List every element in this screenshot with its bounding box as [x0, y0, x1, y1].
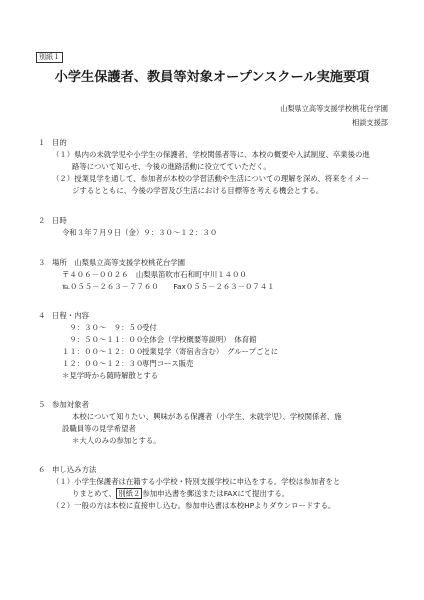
schedule-desc: 全体会（学校概要等説明） 体育館 — [142, 335, 257, 344]
section-schedule — [38, 310, 390, 382]
section-heading: 日程・内容 — [52, 311, 89, 320]
section-number: １ — [38, 138, 46, 147]
schedule-desc: 専門コース販売 — [142, 359, 194, 368]
department-name: 相談支援部 — [352, 118, 388, 127]
application-item-2: （２）一般の方は本校に直接申し込む。参加申込書は本校HPよりダウンロードする。 — [52, 501, 336, 510]
application-text: 参加申込書を郵送またはFAXにて提出する。 — [142, 489, 290, 498]
section-number: ４ — [38, 311, 46, 320]
section-heading: 日時 — [52, 216, 67, 225]
schedule-desc: 受付 — [142, 323, 157, 332]
section-number: ３ — [38, 258, 46, 267]
section-application — [38, 464, 390, 512]
schedule-time: ９：３０～ ９：５０ — [62, 323, 144, 332]
event-datetime: 令和３年７月９日（金）９：３０～１２：３０ — [62, 228, 218, 237]
schedule-row — [38, 346, 390, 358]
section-heading: 場所 山梨県立高等支援学校桃花台学園 — [52, 258, 186, 267]
participants-line-2: 設職員等の見学希望者 — [62, 424, 136, 433]
schedule-row — [38, 322, 390, 334]
section-heading: 参加対象者 — [52, 400, 89, 409]
page-title: 小学生保護者、教員等対象オープンスクール実施要項 — [54, 70, 370, 85]
application-item-1-line-2 — [38, 488, 390, 500]
section-number: ６ — [38, 465, 46, 474]
section-heading: 申し込み方法 — [52, 465, 97, 474]
section-participants — [38, 399, 390, 447]
section-datetime — [38, 215, 390, 239]
attachment-2-label: 別紙２ — [118, 489, 141, 498]
schedule-time: １１：００～１２：００ — [62, 347, 144, 356]
schedule-desc: 授業見学（寄宿舎含む） グループごとに — [142, 347, 279, 356]
purpose-item-2-line-2: ジするとともに、今後の学習及び生活における目標等を考える機会とする。 — [72, 186, 324, 195]
school-name: 山梨県立高等支援学校桃花台学園 — [280, 104, 388, 113]
section-purpose — [38, 137, 390, 197]
schedule-time: ９：５０～１１：００ — [62, 335, 144, 344]
participants-note: ＊大人のみの参加とする。 — [72, 436, 161, 445]
application-item-1-line-1: （１）小学生保護者は在籍する小学校・特別支援学校に申込をする。学校は参加者をと — [52, 477, 341, 486]
postal-address: 〒４０６－００２６ 山梨県笛吹市石和町中川１４００ — [62, 270, 247, 279]
section-number: ５ — [38, 400, 46, 409]
schedule-time: １２：００～１２：３０ — [62, 359, 144, 368]
participants-line-1: 本校について知りたい、興味がある保護者（小学生、未就学児）、学校関係者、施 — [72, 412, 342, 421]
schedule-row — [38, 358, 390, 370]
attachment-tag: 別紙１ — [36, 52, 63, 63]
purpose-item-1-line-2: 路等について知らせ、今後の進路活動に役立てていただく。 — [72, 162, 271, 171]
section-place — [38, 257, 390, 293]
purpose-item-2-line-1: （２）授業見学を通して、参加者が本校の学習活動や生活についての理解を深め、将来をイメー — [52, 174, 370, 183]
section-number: ２ — [38, 216, 46, 225]
schedule-note: ＊見学時から随時解散とする — [62, 371, 159, 380]
contact-numbers: ℡０５５－２６３－７７６０ Fax０５５－２６３－０７４１ — [62, 282, 275, 291]
purpose-item-1-line-1: （１）県内の未就学児や小学生の保護者、学校関係者等に、本校の概要や入試制度、卒業後の進 — [52, 150, 370, 159]
schedule-row — [38, 334, 390, 346]
application-text: りまとめて、 — [72, 489, 117, 498]
section-heading: 目的 — [52, 138, 67, 147]
